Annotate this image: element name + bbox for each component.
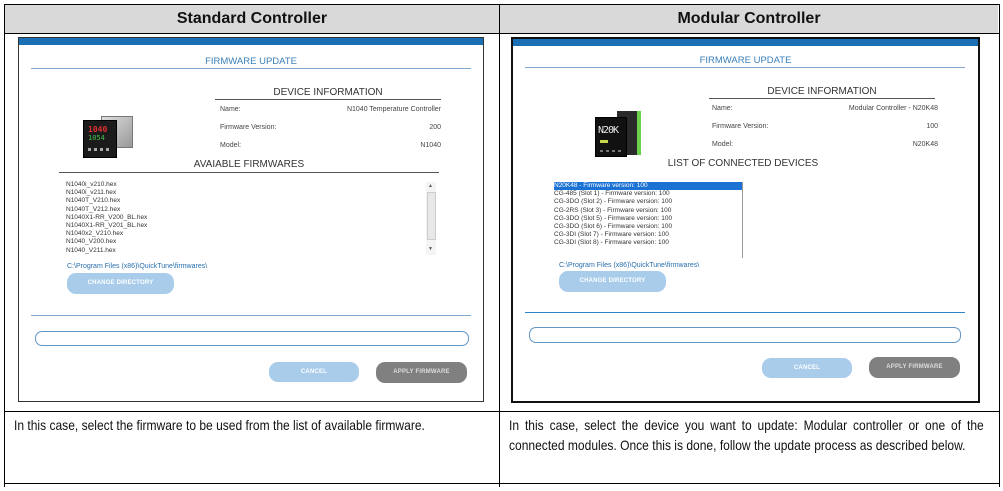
name-label: Name: [220, 106, 241, 113]
progress-bar [529, 327, 961, 343]
device-list-item[interactable]: CG-3DO (Slot 6) - Firmware version: 100 [554, 223, 673, 231]
window-title: FIRMWARE UPDATE [699, 55, 792, 66]
device-info-underline [215, 99, 441, 100]
firmware-list-item[interactable]: N1040_V200.hex [66, 238, 117, 246]
available-firmwares-underline [59, 172, 439, 173]
progress-bar [35, 331, 469, 346]
device-list-item[interactable]: CG-3DI (Slot 8) - Firmware version: 100 [554, 239, 669, 247]
apply-firmware-button[interactable]: APPLY FIRMWARE [869, 357, 960, 378]
firmware-list-item[interactable]: N1040_V211.hex [66, 246, 116, 254]
table-border-bottom [4, 483, 999, 484]
firmware-list-item[interactable]: N1040i_v211.hex [66, 189, 117, 197]
model-label: Model: [712, 141, 734, 148]
device-info-underline [709, 98, 935, 99]
firmware-list-item[interactable]: N1040x2_V210.hex [66, 230, 124, 238]
device-list-item[interactable]: CG-3DI (Slot 7) - Firmware version: 100 [554, 231, 669, 239]
scroll-down-arrow-icon[interactable]: ▼ [428, 246, 433, 252]
header-modular-controller: Modular Controller [500, 5, 998, 33]
firmware-list-item[interactable]: N1040i_v210.hex [66, 181, 117, 188]
title-underline [31, 68, 471, 69]
window-title: FIRMWARE UPDATE [205, 56, 297, 67]
header-standard-controller: Standard Controller [5, 5, 499, 33]
firmware-list-item[interactable]: N1040T_V212.hex [66, 205, 121, 213]
standard-description: In this case, select the firmware to be used from the list of available firmware. [14, 417, 425, 433]
firmware-list-scrollbar[interactable] [426, 182, 436, 255]
connected-devices-list[interactable] [554, 182, 743, 258]
firmware-list-item[interactable]: N1040X1-RR_V200_BL.hex [66, 213, 148, 221]
window-title-bar [513, 39, 978, 46]
available-firmwares-title: AVAIABLE FIRMWARES [193, 159, 305, 170]
name-value: Modular Controller - N20K48 [848, 105, 938, 112]
bottom-divider [31, 315, 471, 316]
name-value: N1040 Temperature Controller [346, 106, 441, 113]
model-value: N1040 [420, 142, 441, 149]
header-divider [4, 33, 999, 34]
cancel-button[interactable]: CANCEL [269, 362, 359, 382]
n20k48-controller-image: N20K [591, 107, 643, 161]
device-list-item[interactable]: CG-3DO (Slot 5) - Firmware version: 100 [554, 214, 673, 222]
row-divider [4, 411, 999, 412]
name-label: Name: [712, 105, 733, 112]
firmware-list[interactable] [66, 181, 426, 255]
firmware-version-label: Firmware Version: [220, 124, 277, 131]
connected-devices-title: LIST OF CONNECTED DEVICES [667, 158, 819, 169]
apply-firmware-button[interactable]: APPLY FIRMWARE [376, 362, 467, 383]
device-list-item[interactable]: CG-3DO (Slot 2) - Firmware version: 100 [554, 198, 673, 206]
modular-description: In this case, select the device you want to update: Modular controller or one of the connected modules. Once this is done, follow the update process as described below. [509, 417, 984, 453]
n1040-controller-image: 1040 1054 [81, 114, 133, 158]
change-directory-button[interactable]: CHANGE DIRECTORY [559, 271, 666, 292]
cancel-button[interactable]: CANCEL [762, 358, 852, 378]
device-list-item[interactable]: CG-2RS (Slot 3) - Firmware version: 100 [554, 206, 672, 214]
device-info-title: DEVICE INFORMATION [273, 87, 383, 98]
standard-firmware-window [18, 37, 484, 402]
firmware-list-item[interactable]: N1040X1-RR_V201_BL.hex [66, 222, 148, 230]
firmware-version-value: 200 [429, 124, 441, 131]
bottom-divider [525, 312, 965, 313]
window-title-bar [19, 38, 483, 45]
scroll-up-arrow-icon[interactable]: ▲ [428, 183, 433, 189]
modular-firmware-window [511, 37, 980, 403]
firmware-version-label: Firmware Version: [712, 123, 769, 130]
firmware-version-value: 100 [926, 123, 938, 130]
firmware-list-item[interactable]: N1040T_V210.hex [66, 197, 121, 205]
firmware-directory-path: C:\Program Files (x86)\QuickTune\firmwares\ [67, 263, 208, 270]
firmware-directory-path: C:\Program Files (x86)\QuickTune\firmwares\ [559, 262, 700, 269]
column-divider [499, 4, 500, 487]
change-directory-button[interactable]: CHANGE DIRECTORY [67, 273, 174, 294]
device-list-item[interactable]: CG-485 (Slot 1) - Firmware version: 100 [554, 190, 670, 198]
title-underline [525, 67, 965, 68]
device-info-title: DEVICE INFORMATION [767, 86, 877, 97]
scrollbar-thumb[interactable] [427, 192, 436, 240]
model-value: N20K48 [912, 141, 938, 148]
model-label: Model: [220, 142, 242, 149]
device-list-item-selected[interactable]: N20K48 - Firmware version: 100 [554, 182, 742, 190]
